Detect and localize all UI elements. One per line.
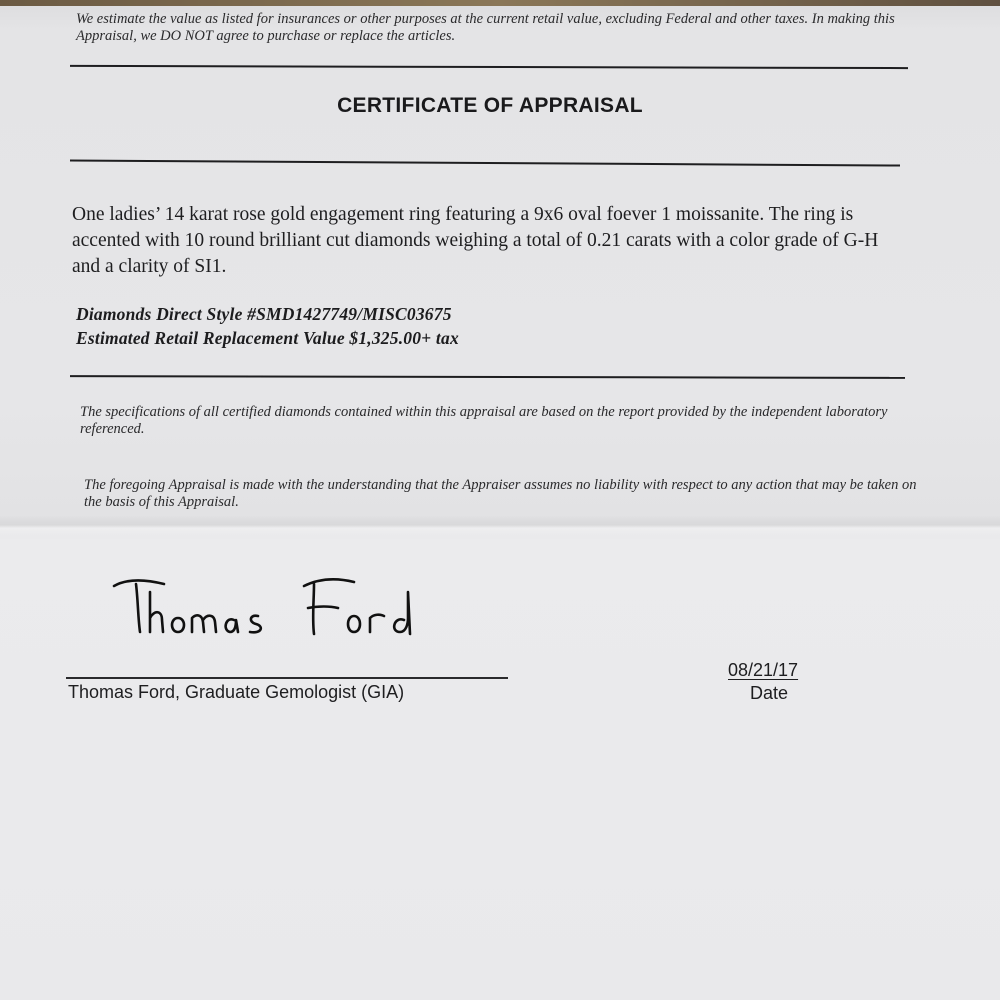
- header-disclaimer: We estimate the value as listed for insurances or other purposes at the current retail value, excluding Federal and other taxes. In making this Appraisal, we DO NOT agree to purchase or replace the articles.: [76, 11, 895, 44]
- liability-note: The foregoing Appraisal is made with the understanding that the Appraiser assumes no liability with respect to any action that may be taken on the basis of this Appraisal.: [84, 477, 917, 510]
- handwritten-signature: [108, 570, 458, 650]
- certificate-title: CERTIFICATE OF APPRAISAL: [337, 94, 643, 117]
- background-strip: [0, 0, 1000, 6]
- item-description: One ladies’ 14 karat rose gold engagement ring featuring a 9x6 oval foever 1 moissanite. The ring is accented with 10 round brilliant cut diamonds weighing a total of 0.21 carats with a color grade of G-H and a clarity of SI1.: [72, 204, 879, 277]
- date-label: Date: [750, 683, 789, 703]
- specifications-note: The specifications of all certified diamonds contained within this appraisal are based on the report provided by the independent laboratory referenced.: [80, 404, 888, 437]
- replacement-value: Estimated Retail Replacement Value $1,325.00+ tax: [76, 328, 459, 348]
- signature-line: [66, 677, 508, 679]
- paper-fold: [0, 515, 1000, 537]
- appraiser-name: Thomas Ford, Graduate Gemologist (GIA): [68, 682, 405, 702]
- appraisal-date: 08/21/17: [728, 660, 799, 680]
- style-number: Diamonds Direct Style #SMD1427749/MISC03675: [76, 304, 452, 324]
